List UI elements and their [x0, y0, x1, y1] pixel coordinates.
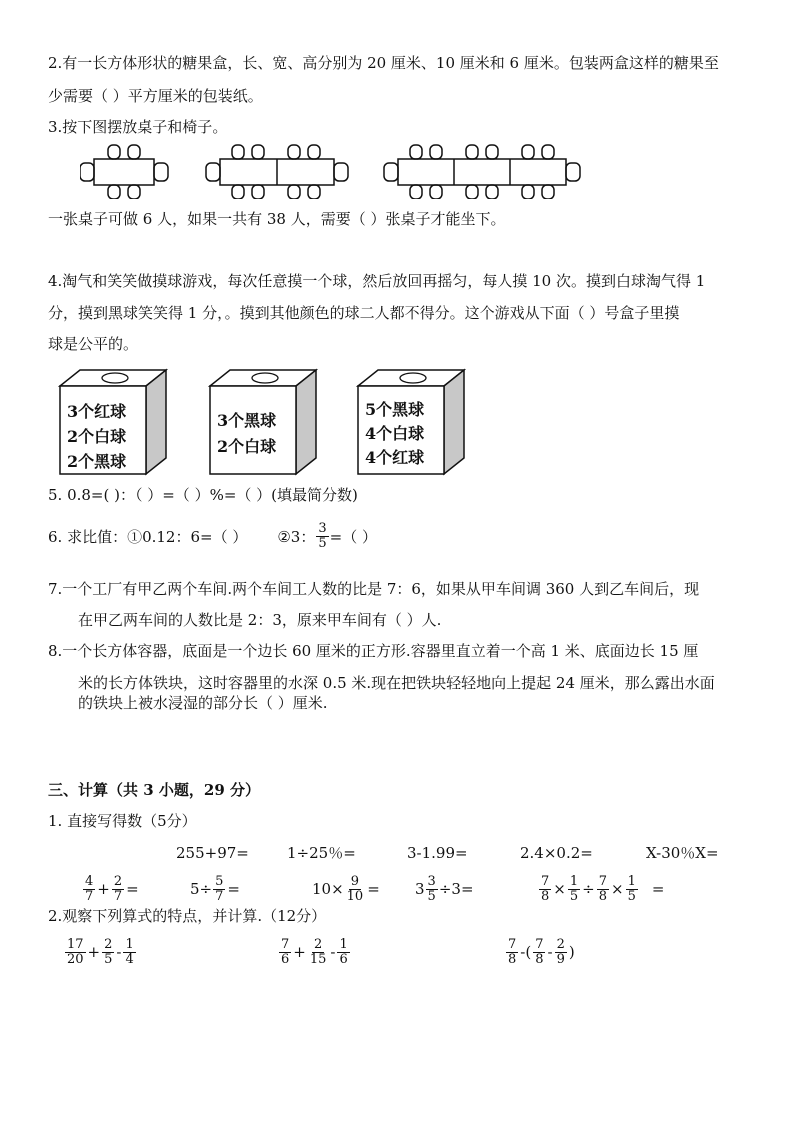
chair-icon: [430, 185, 442, 199]
q8-line2: 米的长方体铁块，这时容器里的水深 0.5 米.现在把铁块轻轻地向上提起 24 厘米，那么露出水面: [78, 674, 715, 692]
box-hole: [400, 373, 426, 383]
chair-icon: [80, 163, 94, 181]
calc-frac-5: $\frac{7}{8}$ × $\frac{1}{5}$ ÷ $\frac{7}{8}$ × $\frac{1}{5}$ =: [541, 873, 665, 904]
q6-part1: 6. 求比值：①0.12：6=（ ）: [48, 527, 248, 546]
chair-icon: [108, 145, 120, 159]
chair-icon: [522, 145, 534, 159]
box2-line1: 3个黑球: [217, 411, 277, 430]
q7-line1: 7.一个工厂有甲乙两个车间.两个车间工人数的比是 7：6，如果从甲车间调 360 人到乙车间后，现: [48, 580, 700, 598]
section3-title: 三、计算（共 3 小题，29 分）: [48, 781, 260, 799]
section3-sub1: 1. 直接写得数（5分）: [48, 812, 197, 830]
chair-icon: [232, 185, 244, 199]
chair-icon: [466, 145, 478, 159]
box1-line3: 2个黑球: [67, 452, 127, 471]
box-hole: [102, 373, 128, 383]
chair-icon: [410, 185, 422, 199]
chair-icon: [410, 145, 422, 159]
table-rect: [94, 159, 154, 185]
q3-text: 一张桌子可做 6 人，如果一共有 38 人，需要（ ）张桌子才能坐下。: [48, 210, 506, 228]
ball-box-2: [208, 368, 320, 478]
box3-line3: 4个红球: [365, 448, 425, 467]
chair-icon: [252, 145, 264, 159]
chair-icon: [522, 185, 534, 199]
calc-obs-1: $\frac{17}{20}$ + $\frac{2}{5}$ - $\frac{1}{4}$: [67, 936, 134, 967]
table-rect: [398, 159, 566, 185]
chair-icon: [108, 185, 120, 199]
calc-4: 2.4×0.2=: [520, 844, 593, 862]
q2-line2: 少需要（ ）平方厘米的包装纸。: [48, 87, 263, 105]
chair-icon: [308, 185, 320, 199]
box3-line2: 4个白球: [365, 424, 425, 443]
chair-icon: [232, 145, 244, 159]
chair-icon: [128, 185, 140, 199]
chair-icon: [288, 145, 300, 159]
chair-icon: [486, 185, 498, 199]
q6-fraction: $\frac{3}{5}$: [318, 520, 327, 551]
calc-obs-3: $\frac{7}{8}$ -( $\frac{7}{8}$ - $\frac{2}{9}$ ): [508, 936, 575, 967]
q6-part2-prefix: ②3：: [277, 527, 316, 546]
chair-icon: [206, 163, 220, 181]
ball-box-3: [356, 368, 468, 478]
q4-line2: 分，摸到黑球笑笑得 1 分，。摸到其他颜色的球二人都不得分。这个游戏从下面（ ）号盒子里摸: [48, 304, 680, 322]
box1-line1: 3个红球: [67, 402, 127, 421]
calc-obs-2: $\frac{7}{6}$ + $\frac{2}{15}$ - $\frac{1}{6}$: [281, 936, 348, 967]
calc-frac-1: $\frac{4}{7}$ + $\frac{2}{7}$ =: [85, 873, 139, 904]
q4-line1: 4.淘气和笑笑做摸球游戏，每次任意摸一个球，然后放回再摇匀，每人摸 10 次。摸到白球淘气得 1: [48, 272, 706, 290]
box-hole: [252, 373, 278, 383]
calc-frac-3: 10× $\frac{9}{10}$ =: [312, 873, 380, 904]
q7-line2: 在甲乙两车间的人数比是 2：3，原来甲车间有（ ）人.: [78, 611, 442, 629]
chair-icon: [308, 145, 320, 159]
chair-icon: [486, 145, 498, 159]
q6-part2-suffix: =（ ）: [329, 527, 377, 546]
q4-line3: 球是公平的。: [48, 335, 139, 353]
tables-chairs-figure: [80, 143, 590, 199]
box2-line2: 2个白球: [217, 437, 277, 456]
q5-text: 5. 0.8=( )：（ ）=（ ）%=（ ）(填最简分数): [48, 486, 358, 504]
calc-2: 1÷25％=: [287, 844, 356, 862]
chair-icon: [384, 163, 398, 181]
chair-icon: [334, 163, 348, 181]
section3-sub2: 2.观察下列算式的特点，并计算.（12分）: [48, 907, 327, 925]
q8-line3: 的铁块上被水浸湿的部分长（ ）厘米.: [78, 694, 328, 712]
chair-icon: [466, 185, 478, 199]
calc-1: 255+97=: [176, 844, 249, 862]
chair-icon: [128, 145, 140, 159]
chair-icon: [430, 145, 442, 159]
calc-3: 3-1.99=: [407, 844, 468, 862]
q8-line1: 8.一个长方体容器，底面是一个边长 60 厘米的正方形.容器里直立着一个高 1 米、底面边长 15 厘: [48, 642, 699, 660]
chair-icon: [252, 185, 264, 199]
chair-icon: [542, 185, 554, 199]
box3-line1: 5个黑球: [365, 400, 425, 419]
chair-icon: [566, 163, 580, 181]
chair-icon: [542, 145, 554, 159]
calc-frac-4: 3 $\frac{3}{5}$ ÷3=: [415, 873, 474, 904]
box1-line2: 2个白球: [67, 427, 127, 446]
q2-line1: 2.有一长方体形状的糖果盒，长、宽、高分别为 20 厘米、10 厘米和 6 厘米。包装两盒这样的糖果至: [48, 54, 719, 72]
ball-box-1: [58, 368, 170, 478]
chair-icon: [154, 163, 168, 181]
calc-5: X-30％X=: [646, 844, 719, 862]
calc-frac-2: 5÷ $\frac{5}{7}$ =: [190, 873, 240, 904]
q3-title: 3.按下图摆放桌子和椅子。: [48, 118, 228, 136]
chair-icon: [288, 185, 300, 199]
q6-line: [48, 518, 377, 554]
